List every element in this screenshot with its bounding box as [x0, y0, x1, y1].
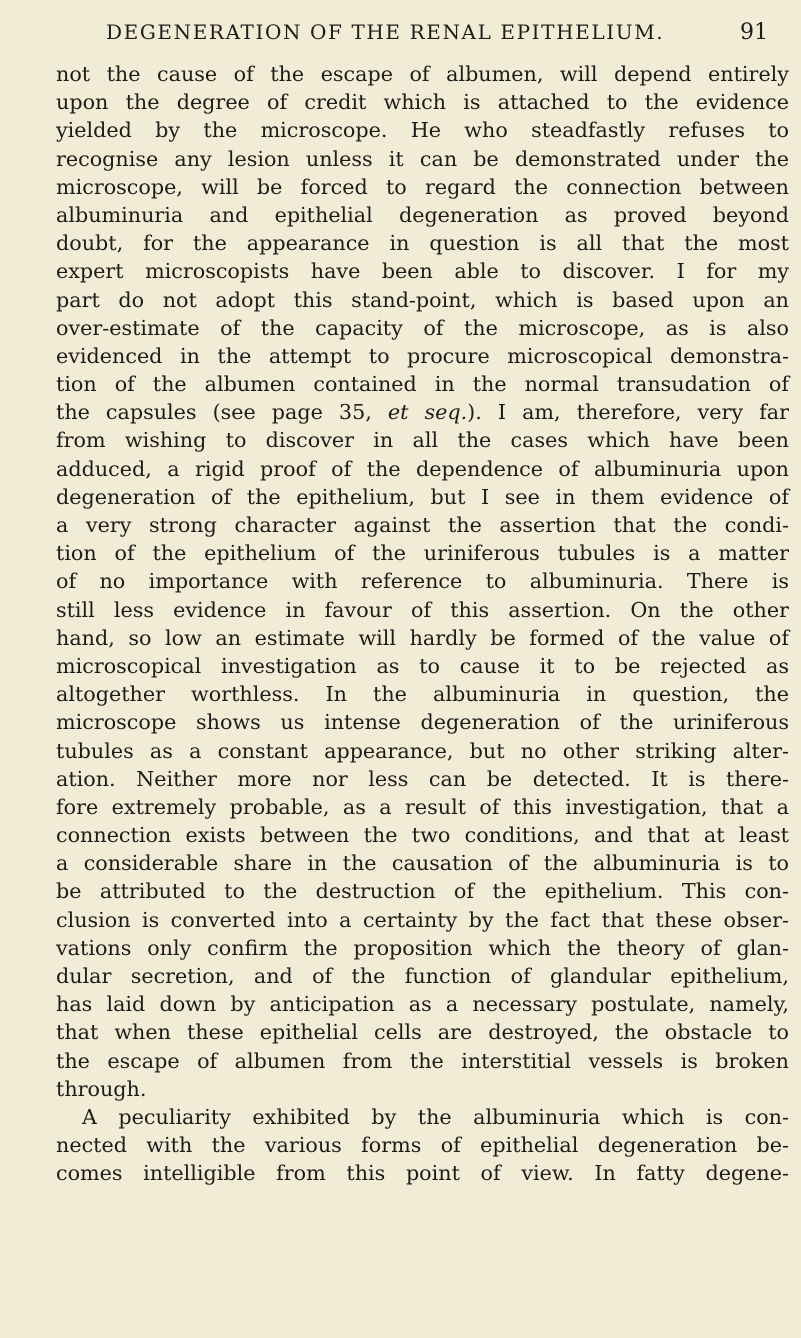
text-line: tubules as a constant appearance, but no other striking alter-: [56, 738, 789, 763]
text-line: that when these epithelial cells are destroyed, the obstacle to: [56, 1020, 789, 1045]
text-line: comes intelligible from this point of view. In fatty degene-: [56, 1161, 789, 1186]
text-line: the escape of albumen from the interstitial vessels is broken: [56, 1048, 789, 1073]
text-line: doubt, for the appearance in question is all that the most: [56, 231, 789, 256]
text-line: hand, so low an estimate will hardly be formed of the value of: [56, 625, 789, 650]
text-line: clusion is converted into a certainty by the fact that these obser-: [56, 907, 789, 932]
text-line: degeneration of the epithelium, but I see in them evidence of: [56, 484, 789, 509]
text-line: microscope, will be forced to regard the connection between: [56, 174, 789, 199]
text-line: fore extremely probable, as a result of this investigation, that a: [56, 794, 789, 819]
text-line: albuminuria and epithelial degeneration as proved beyond: [56, 202, 789, 227]
text-line: recognise any lesion unless it can be demonstrated under the: [56, 146, 789, 171]
text-line: altogether worthless. In the albuminuria in question, the: [56, 682, 789, 707]
text-line: expert microscopists have been able to discover. I for my: [56, 259, 789, 284]
text-line: tion of the albumen contained in the normal transudation of: [56, 372, 789, 397]
text-line: the capsules (see page 35, et seq.). I am, therefore, very far: [56, 400, 790, 425]
text-line: be attributed to the destruction of the epithelium. This con-: [56, 879, 789, 904]
text-line: vations only confirm the proposition which the theory of glan-: [56, 935, 789, 960]
italic-phrase: et seq.: [387, 400, 468, 425]
text-line: upon the degree of credit which is attached to the evidence: [56, 90, 789, 115]
text-line: of no importance with reference to albuminuria. There is: [56, 569, 789, 594]
text-line: microscope shows us intense degeneration of the uriniferous: [56, 710, 789, 735]
text-line: evidenced in the attempt to procure microscopical demonstra-: [56, 343, 789, 368]
page-header: [72, 20, 782, 50]
text-line: tion of the epithelium of the uriniferous tubules is a matter: [56, 541, 789, 566]
text-line: part do not adopt this stand-point, which is based upon an: [56, 287, 789, 312]
running-head: DEGENERATION OF THE RENAL EPITHELIUM.: [106, 20, 665, 44]
page-number: 91: [740, 20, 768, 45]
text-line: still less evidence in favour of this assertion. On the other: [56, 597, 789, 622]
text-line: yielded by the microscope. He who steadfastly refuses to: [56, 118, 789, 143]
text-line: over-estimate of the capacity of the microscope, as is also: [56, 315, 789, 340]
text-line: microscopical investigation as to cause it to be rejected as: [56, 653, 789, 678]
text-line: ation. Neither more nor less can be detected. It is there-: [56, 766, 789, 791]
text-line: from wishing to discover in all the cases which have been: [56, 428, 789, 453]
text-line: connection exists between the two conditions, and that at least: [56, 823, 789, 848]
text-line: not the cause of the escape of albumen, will depend entirely: [56, 62, 789, 86]
text-line: a considerable share in the causation of the albuminuria is to: [56, 851, 789, 876]
text-line: a very strong character against the assertion that the condi-: [56, 513, 789, 537]
text-line: dular secretion, and of the function of glandular epithelium,: [56, 964, 789, 988]
text-line: nected with the various forms of epithelial degeneration be-: [56, 1133, 789, 1158]
body-text: [56, 60, 789, 1188]
text-line: has laid down by anticipation as a necessary postulate, namely,: [56, 992, 789, 1017]
text-line: adduced, a rigid proof of the dependence of albuminuria upon: [56, 456, 789, 481]
paragraph-end-line: through.: [56, 1076, 147, 1101]
paragraph-start-line: A peculiarity exhibited by the albuminuria which is con-: [82, 1104, 789, 1129]
